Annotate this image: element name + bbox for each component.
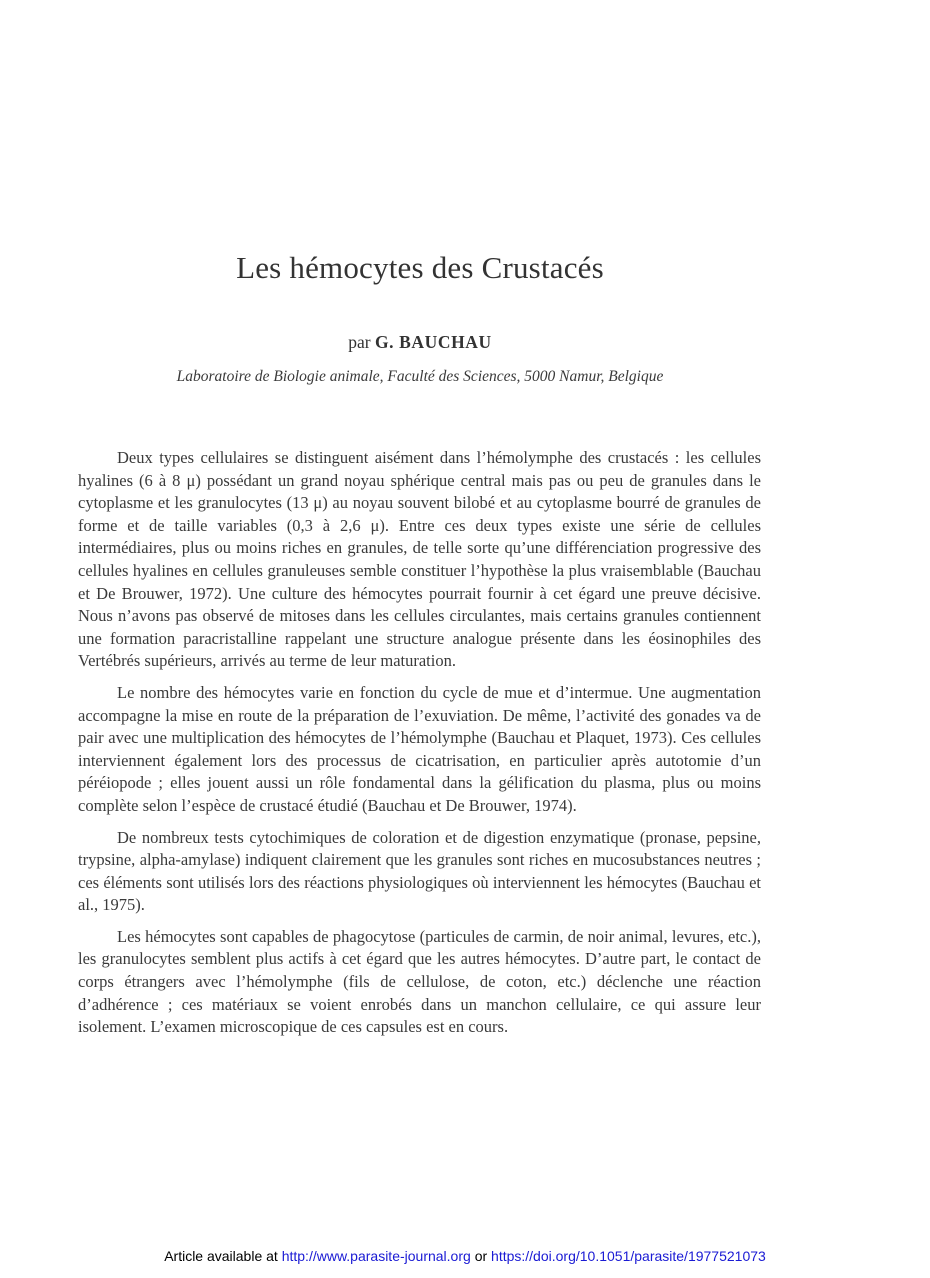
paragraph: De nombreux tests cytochimiques de coloration et de digestion enzymatique (pronase, pepsine, trypsine, alpha-amylase) indiquent clairement que les granules sont riches en mucosubstances neutres ; ces éléments sont utilisés lors des réactions physiologiques où interviennent les hémocytes (Bauchau et al., 1975). [78,827,761,915]
article-title: Les hémocytes des Crustacés [236,250,604,285]
paragraph: Les hémocytes sont capables de phagocytose (particules de carmin, de noir animal, levures, etc.), les granulocytes semblent plus actifs à cet égard que les autres hémocytes. D’autre part, le contact de corps étrangers avec l’hémolymphe (fils de cellulose, de coton, etc.) déclenche une réaction d’adhérence ; ces matériaux se voient enrobés dans un manchon cellulaire, ce qui assure leur isolement. L’examen microscopique de ces capsules est en cours. [78,926,761,1037]
byline-prefix: par [348,332,371,352]
paragraph: Deux types cellulaires se distinguent aisément dans l’hémolymphe des crustacés : les cellules hyalines (6 à 8 μ) possédant un grand noyau sphérique central mais pas ou peu de granules dans le cytoplasme et les granulocytes (13 μ) au noyau souvent bilobé et au cytoplasme bourré de granules de forme et de taille variables (0,3 à 2,6 μ). Entre ces deux types existe une série de cellules intermédiaires, plus ou moins riches en granules, de telle sorte qu’une différenciation progressive des cellules hyalines en cellules granuleuses semble constituer l’hypothèse la plus vraisemblable (Bauchau et De Brouwer, 1972). Une culture des hémocytes pourrait fournir à cet égard une preuve décisive. Nous n’avons pas observé de mitoses dans les cellules circulantes, mais certains granules contiennent une formation paracristalline rappelant une structure analogue présente dans les éosinophiles des Vertébrés supérieurs, arrivés au terme de leur maturation. [78,448,761,671]
doi-link[interactable]: https://doi.org/10.1051/parasite/1977521073 [491,1248,766,1264]
article-body [78,447,761,1048]
paragraph: Le nombre des hémocytes varie en fonction du cycle de mue et d’intermue. Une augmentation accompagne la mise en route de la préparation de l’exuviation. De même, l’activité des gonades va de pair avec une multiplication des hémocytes de l’hémolymphe (Bauchau et Plaquet, 1973). Ces cellules interviennent également lors des processus de cicatrisation, en particulier après autotomie d’un péréiopode ; elles jouent aussi un rôle fondamental dans la gélification du plasma, plus ou moins complète selon l’espèce de crustacé étudié (Bauchau et De Brouwer, 1974). [78,682,761,815]
footer-middle: or [474,1248,488,1264]
author-name: G. BAUCHAU [374,332,492,352]
author-affiliation: Laboratoire de Biologie animale, Faculté des Sciences, 5000 Namur, Belgique [176,368,664,385]
journal-link[interactable]: http://www.parasite-journal.org [281,1248,471,1264]
availability-footer [0,1248,930,1264]
footer-prefix: Article available at [164,1248,278,1264]
byline [0,332,840,353]
